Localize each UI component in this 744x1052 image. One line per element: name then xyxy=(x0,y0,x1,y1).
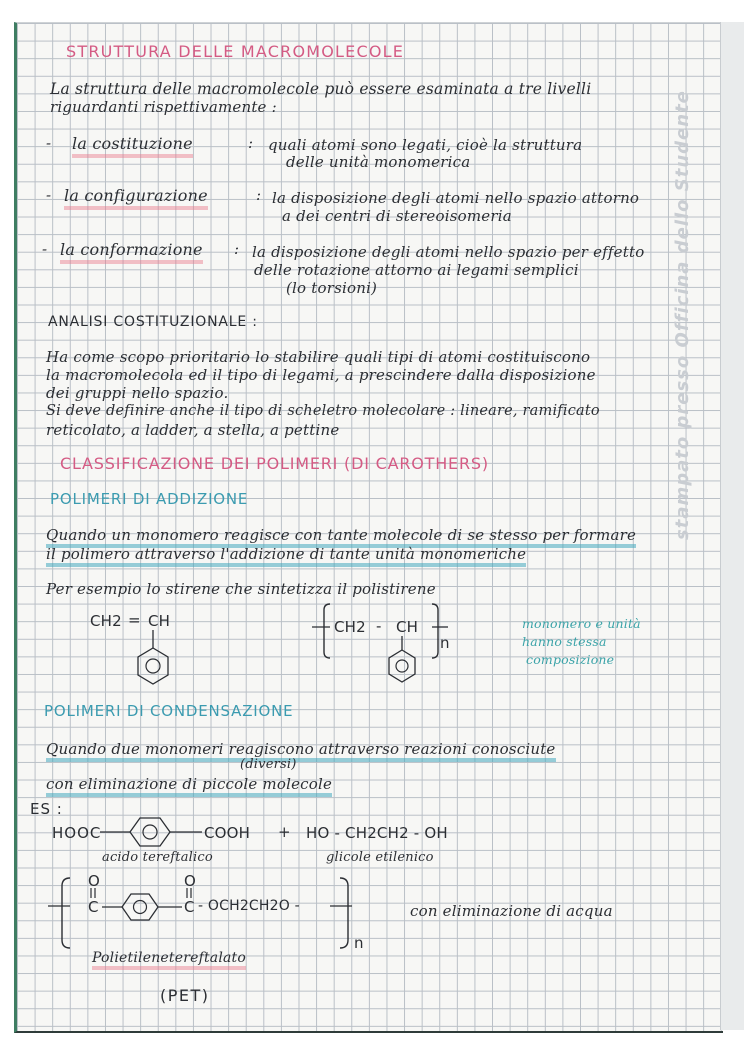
analysis-line-2: la macromolecola ed il tipo di legami, a prescindere dalla disposizione xyxy=(46,366,596,384)
pet-abbreviation: (PET) xyxy=(160,986,210,1005)
level-desc-3c: (lo torsioni) xyxy=(286,279,378,297)
level-term-2: la configurazione xyxy=(64,186,208,210)
classification-heading: CLASSIFICAZIONE DEI POLIMERI (DI CAROTHERS) xyxy=(60,454,489,473)
intro-line-2: riguardanti rispettivamente : xyxy=(50,98,277,116)
styrene-double-bond: = xyxy=(128,611,141,629)
pet-carbon-1: C xyxy=(88,898,99,916)
analysis-line-1: Ha come scopo prioritario lo stabilire quali tipi di atomi costituiscono xyxy=(46,348,591,366)
level-dash-1: - xyxy=(46,134,52,152)
polystyrene-ch2: CH2 xyxy=(334,618,366,636)
carbonyl-o-1: O xyxy=(88,872,101,890)
example-label: ES : xyxy=(30,800,63,818)
addition-def-2: il polimero attraverso l'addizione di tante unità monomeriche xyxy=(46,545,526,567)
addition-heading: POLIMERI DI ADDIZIONE xyxy=(50,490,249,508)
intro-line-1: La struttura delle macromolecole può essere esaminata a tre livelli xyxy=(50,80,592,98)
level-desc-2a: la disposizione degli atomi nello spazio attorno xyxy=(272,189,640,207)
level-term-3: la conformazione xyxy=(60,240,203,264)
level-colon-1: : xyxy=(248,134,254,152)
condensation-def-2: con eliminazione di piccole molecole xyxy=(46,775,332,797)
polystyrene-subscript: n xyxy=(440,634,450,652)
water-elimination: con eliminazione di acqua xyxy=(410,902,613,920)
pet-carbon-2: C xyxy=(184,898,195,916)
terephthalic-cooh: COOH xyxy=(204,824,251,842)
carbonyl-o-2: O xyxy=(184,872,197,890)
glycol-name: glicole etilenico xyxy=(326,850,434,865)
addition-note-3: composizione xyxy=(526,652,615,667)
pet-subscript: n xyxy=(354,934,364,952)
addition-note-1: monomero e unità xyxy=(522,616,641,631)
terephthalic-hooc: HOOC xyxy=(52,824,102,842)
pet-glycol-unit: - OCH2CH2O - xyxy=(198,898,300,914)
condensation-heading: POLIMERI DI CONDENSAZIONE xyxy=(44,702,294,720)
level-desc-1b: delle unità monomerica xyxy=(286,153,471,171)
watermark: stampato presso Officina dello Studente xyxy=(672,90,693,540)
page-title: STRUTTURA DELLE MACROMOLECOLE xyxy=(66,42,405,61)
polystyrene-dash: - xyxy=(376,617,382,635)
level-dash-3: - xyxy=(42,240,48,258)
level-term-1: la costituzione xyxy=(72,134,193,158)
analysis-line-3: dei gruppi nello spazio. xyxy=(46,384,229,402)
addition-note-2: hanno stessa xyxy=(522,634,607,649)
reaction-plus: + xyxy=(278,823,291,841)
ethylene-glycol: HO - CH2CH2 - OH xyxy=(306,824,448,842)
polystyrene-ch: CH xyxy=(396,618,419,636)
analysis-heading: ANALISI COSTITUZIONALE : xyxy=(48,314,258,330)
level-desc-3b: delle rotazione attorno ai legami semplici xyxy=(254,261,579,279)
styrene-ch: CH xyxy=(148,612,171,630)
level-colon-2: : xyxy=(256,186,262,204)
level-desc-2b: a dei centri di stereoisomeria xyxy=(282,207,512,225)
level-desc-3a: la disposizione degli atomi nello spazio per effetto xyxy=(252,243,645,261)
analysis-line-5: reticolato, a ladder, a stella, a pettine xyxy=(46,421,340,439)
level-dash-2: - xyxy=(46,186,52,204)
analysis-line-4: Si deve definire anche il tipo di scheletro molecolare : lineare, ramificato xyxy=(46,403,600,419)
terephthalic-name: acido tereftalico xyxy=(102,850,213,865)
pet-name: Polietilenetereftalato xyxy=(92,950,246,970)
styrene-ch2: CH2 xyxy=(90,612,122,630)
condensation-def-1: Quando due monomeri reagiscono attraverso reazioni conosciute xyxy=(46,740,556,762)
level-colon-3: : xyxy=(234,240,240,258)
condensation-def-diversi: (diversi) xyxy=(240,757,297,772)
level-desc-1a: quali atomi sono legati, cioè la struttura xyxy=(268,136,583,154)
addition-example: Per esempio lo stirene che sintetizza il polistirene xyxy=(46,580,436,598)
addition-def-1: Quando un monomero reagisce con tante molecole di se stesso per formare xyxy=(46,526,636,548)
